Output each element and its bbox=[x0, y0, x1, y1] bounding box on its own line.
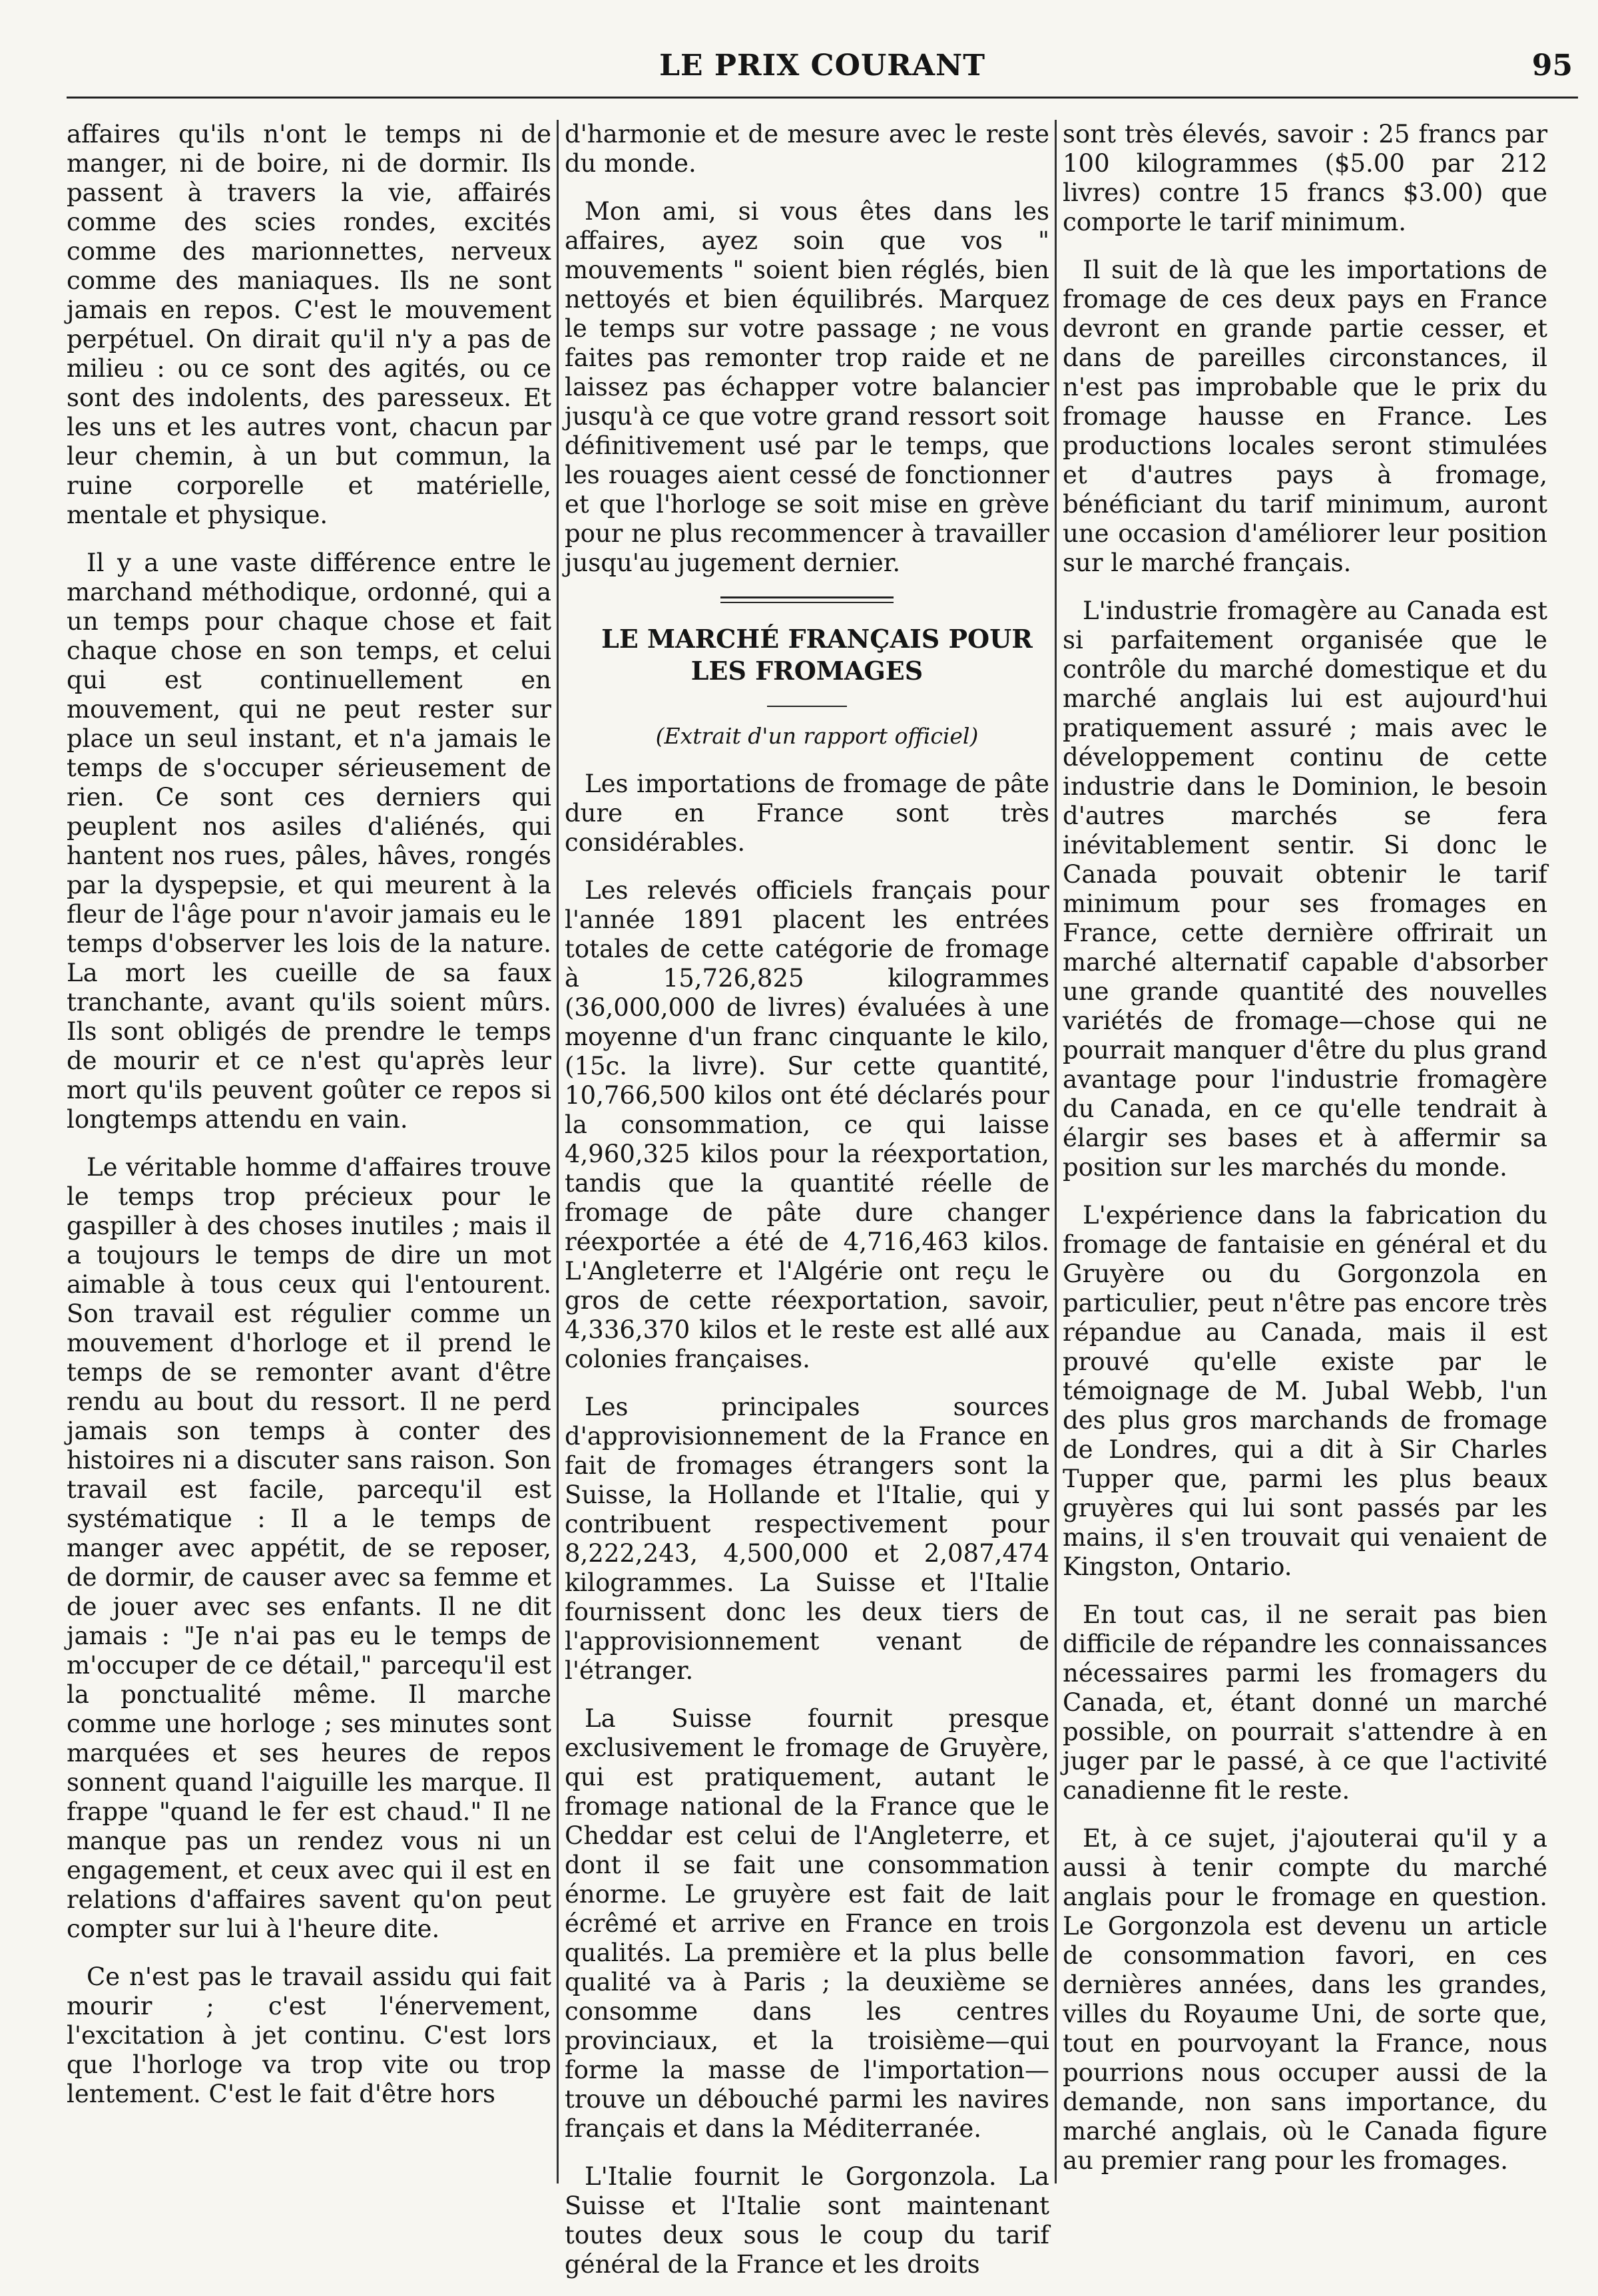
publication-title: LE PRIX COURANT bbox=[659, 49, 985, 83]
paragraph: En tout cas, il ne serait pas bien difficile de répandre les connaissances nécessaires parmi les fromagers du Canada, et, étant donné un marché possible, on pourrait s'attendre à en juger par le passé, à ce que l'activité canadienne fit le reste. bbox=[1063, 1600, 1547, 1805]
paragraph: L'industrie fromagère au Canada est si parfaitement organisée que le contrôle du marché domestique et du marché anglais lui est aujourd'hui pratiquement assuré ; mais avec le développement continu de cette industrie dans le Dominion, le besoin d'autres marchés se fera inévitablement sentir. Si donc le Canada pouvait obtenir le tarif minimum pour ses fromages en France, cette dernière offrirait un marché alternatif capable d'absorber une grande quantité des nouvelles variétés de fromage—chose qui ne pourrait manquer d'être du plus grand avantage pour l'industrie fromagère du Canada, en ce qu'elle tendrait à élargir ses bases et à affermir sa position sur les marchés du monde. bbox=[1063, 596, 1547, 1182]
paragraph: L'Italie fournit le Gorgonzola. La Suisse et l'Italie sont maintenant toutes deux sous le coup du tarif général de la France et les droits bbox=[565, 2162, 1049, 2279]
page-header bbox=[67, 37, 1578, 99]
paragraph: Le véritable homme d'affaires trouve le temps trop précieux pour le gaspiller à des choses inutiles ; mais il a toujours le temps de dire un mot aimable à tous ceux qui l'entourent. Son travail est régulier comme un mouvement d'horloge et il prend le temps de se remonter avant d'être rendu au bout du ressort. Il ne perd jamais son temps à conter des histoires ni a discuter sans raison. Son travail est facile, parcequ'il est systématique : Il a le temps de manger avec appétit, de se reposer, de dormir, de causer avec sa femme et de jouer avec ses enfants. Il ne dit jamais : "Je n'ai pas eu le temps de m'occuper de ce détail," parcequ'il est la ponctualité même. Il marche comme une horloge ; ses minutes sont marquées et ses heures de repos sonnent quand l'aiguille les marque. Il frappe "quand le fer est chaud." Il ne manque pas un rendez vous ni un engagement, et ceux avec qui il est en relations d'affaires savent qu'on peut compter sur lui à l'heure dite. bbox=[67, 1153, 551, 1943]
paragraph: Il y a une vaste différence entre le marchand méthodique, ordonné, qui a un temps pour chaque chose et fait chaque chose en son temps, et celui qui est continuellement en mouvement, qui ne peut rester sur place un seul instant, et n'a jamais le temps de s'occuper sérieusement de rien. Ce sont ces derniers qui peuplent nos asiles d'aliénés, qui hantent nos rues, pâles, hâves, rongés par la dyspepsie, et qui meurent à la fleur de l'âge pour n'avoir jamais eu le temps d'observer les lois de la nature. La mort les cueille de sa faux tranchante, avant qu'ils soient mûrs. Ils sont obligés de prendre le temps de mourir et ce n'est qu'après leur mort qu'ils peuvent goûter ce repos si longtemps attendu en vain. bbox=[67, 549, 551, 1134]
column-2 bbox=[565, 120, 1049, 2279]
paragraph: Et, à ce sujet, j'ajouterai qu'il y a aussi à tenir compte du marché anglais pour le fromage en question. Le Gorgonzola est devenu un article de consommation favori, en ces dernières années, dans les grandes, villes du Royaume Uni, de sorte que, tout en pourvoyant la France, nous pourrions nous occuper aussi de la demande, non sans importance, du marché anglais, où le Canada figure au premier rang pour les fromages. bbox=[1063, 1824, 1547, 2175]
column-3 bbox=[1063, 120, 1547, 2175]
paragraph: Les importations de fromage de pâte dure en France sont très considérables. bbox=[565, 770, 1049, 857]
article-subtitle: (Extrait d'un rapport officiel) bbox=[655, 723, 979, 749]
section-separator bbox=[720, 596, 894, 603]
paragraph: Mon ami, si vous êtes dans les affaires, ayez soin que vos " mouvements " soient bien réglés, bien nettoyés et bien équilibrés. Marquez le temps sur votre passage ; ne vous faites pas remonter trop raide et ne laissez pas échapper votre balancier jusqu'à ce que votre grand ressort soit définitivement usé par le temps, que les rouages aient cessé de fonctionner et que l'horloge se soit mise en grève pour ne plus recommencer à travailler jusqu'au jugement dernier. bbox=[565, 197, 1049, 577]
paragraph: La Suisse fournit presque exclusivement le fromage de Gruyère, qui est pratiquement, autant le fromage national de la France que le Cheddar est celui de l'Angleterre, et dont il se fait une consommation énorme. Le gruyère est fait de lait écrêmé et arrive en France en trois qualités. La première et la plus belle qualité va à Paris ; la deuxième se consomme dans les centres provinciaux, et la troisième—qui forme la masse de l'importation—trouve un débouché parmi les navires français et dans la Méditerranée. bbox=[565, 1704, 1049, 2143]
column-divider bbox=[557, 120, 559, 2183]
paragraph: L'expérience dans la fabrication du fromage de fantaisie en général et du Gruyère ou du Gorgonzola en particulier, peut n'être pas encore très répandue au Canada, mais il est prouvé qu'elle existe par le témoignage de M. Jubal Webb, l'un des plus gros marchands de fromage de Londres, qui a dit à Sir Charles Tupper que, parmi les plus beaux gruyères qui lui sont passés par les mains, il s'en trouvait qui venaient de Kingston, Ontario. bbox=[1063, 1201, 1547, 1581]
paragraph: affaires qu'ils n'ont le temps ni de manger, ni de boire, ni de dormir. Ils passent à travers la vie, affairés comme des scies rondes, excités comme des marionnettes, nerveux comme des maniaques. Ils ne sont jamais en repos. C'est le mouvement perpétuel. On dirait qu'il n'y a pas de milieu : ou ce sont des agités, ou ce sont des indolents, des paresseux. Et les uns et les autres vont, chacun par leur chemin, à un but commun, la ruine corporelle et matérielle, mentale et physique. bbox=[67, 120, 551, 529]
paragraph: d'harmonie et de mesure avec le reste du monde. bbox=[565, 120, 1049, 178]
paragraph: Ce n'est pas le travail assidu qui fait mourir ; c'est l'énervement, l'excitation à jet continu. C'est lors que l'horloge va trop vite ou trop lentement. C'est le fait d'être hors bbox=[67, 1962, 551, 2108]
page-number: 95 bbox=[1531, 49, 1573, 83]
paragraph: Il suit de là que les importations de fromage de ces deux pays en France devront en grande partie cesser, et dans de pareilles circonstances, il n'est pas improbable que le prix du fromage hausse en France. Les productions locales seront stimulées et d'autres pays à fromage, bénéficiant du tarif minimum, auront une occasion d'améliorer leur position sur le marché français. bbox=[1063, 256, 1547, 577]
column-divider bbox=[1055, 120, 1057, 2183]
paragraph: Les relevés officiels français pour l'année 1891 placent les entrées totales de cette catégorie de fromage à 15,726,825 kilogrammes (36,000,000 de livres) évaluées à une moyenne d'un franc cinquante le kilo, (15c. la livre). Sur cette quantité, 10,766,500 kilos ont été déclarés pour la consommation, ce qui laisse 4,960,325 kilos pour la réexportation, tandis que la quantité réelle de fromage de pâte dure changer réexportée a été de 4,716,463 kilos. L'Angleterre et l'Algérie ont reçu le gros de cette réexportation, savoir, 4,336,370 kilos et le reste est allé aux colonies françaises. bbox=[565, 876, 1049, 1373]
column-1 bbox=[67, 120, 551, 2170]
paragraph: Les principales sources d'approvisionnement de la France en fait de fromages étrangers sont la Suisse, la Hollande et l'Italie, qui y contribuent respectivement pour 8,222,243, 4,500,000 et 2,087,474 kilogrammes. La Suisse et l'Italie fournissent donc les deux tiers de l'approvisionnement venant de l'étranger. bbox=[565, 1393, 1049, 1685]
title-rule bbox=[767, 706, 847, 707]
article-title: LE MARCHÉ FRANÇAIS POUR LES FROMAGES bbox=[601, 624, 1033, 686]
paragraph: sont très élevés, savoir : 25 francs par 100 kilogrammes ($5.00 par 212 livres) contre 15 francs $3.00) que comporte le tarif minimum. bbox=[1063, 120, 1547, 236]
